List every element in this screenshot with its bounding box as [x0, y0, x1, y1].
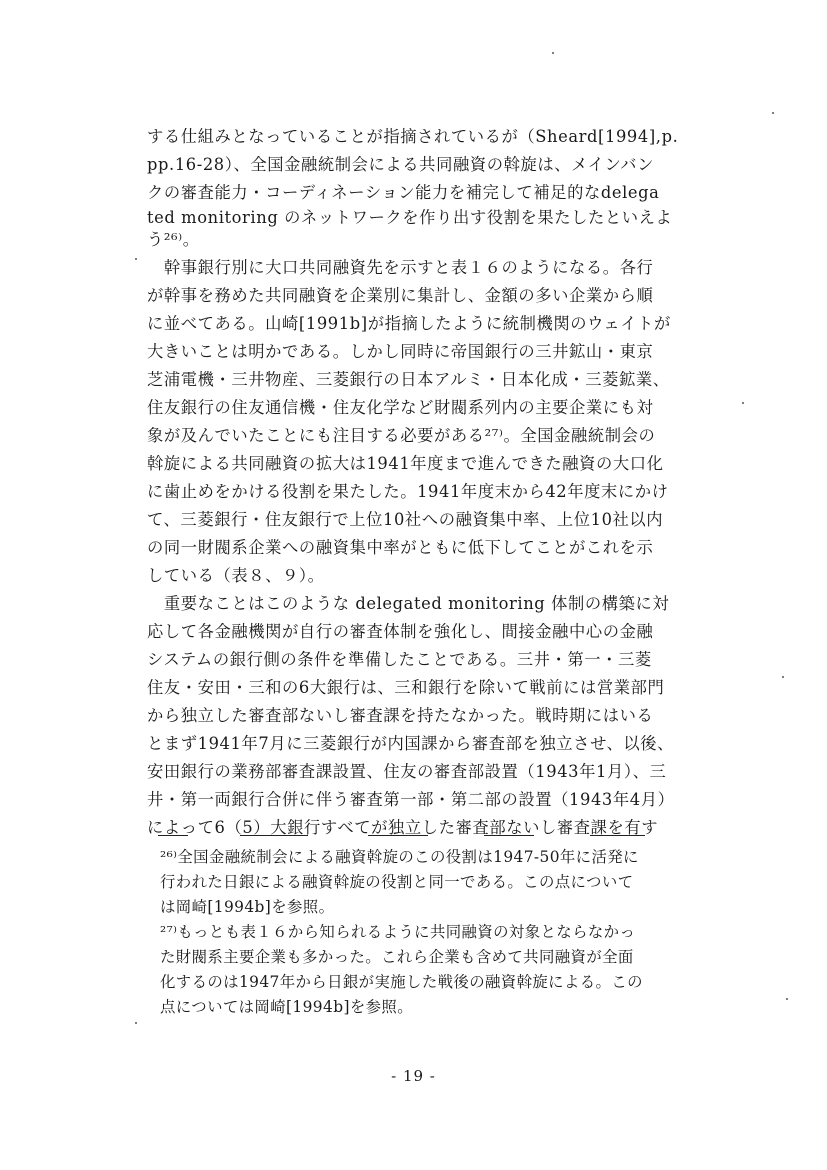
body-line: の同一財閥系企業への融資集中率がともに低下してことがこれを示	[147, 538, 654, 557]
body-line: クの審査能力・コーディネーション能力を補完して補足的なdelega	[147, 183, 660, 202]
body-line: に歯止めをかける役割を果たした。1941年度末から42年度末にかけ	[147, 482, 669, 501]
footnote-line: た財閥系主要企業も多かった。これら企業も含めて共同融資が全面	[160, 948, 634, 966]
body-line: 幹事銀行別に大口共同融資先を示すと表１６のようになる。各行	[147, 258, 654, 277]
body-line: によって6（5）大銀行すべてが独立した審査部ないし審査課を有す	[147, 818, 659, 837]
body-line: 井・第一両銀行合併に伴う審査第一部・第二部の設置（1943年4月）	[147, 790, 675, 809]
body-line: 象が及んでいたことにも注目する必要がある²⁷⁾。全国金融統制会の	[147, 426, 656, 445]
footnote-line: ²⁷⁾もっとも表１６から知られるように共同融資の対象とならなかっ	[160, 923, 636, 941]
body-line: う²⁶⁾。	[147, 230, 200, 249]
body-line: 住友銀行の住友通信機・住友化学など財閥系列内の主要企業にも対	[147, 398, 654, 417]
body-line: が幹事を務めた共同融資を企業別に集計し、金額の多い企業から順	[147, 286, 654, 305]
body-line: する仕組みとなっていることが指摘されているが（Sheard[1994],p.	[147, 127, 679, 146]
footnote-line: ²⁶⁾全国金融統制会による融資斡旋のこの役割は1947-50年に活発に	[160, 848, 639, 866]
footnote-line: 化するのは1947年から日銀が実施した戦後の融資斡旋による。この	[160, 973, 643, 991]
body-line: て、三菱銀行・住友銀行で上位10社への融資集中率、上位10社以内	[147, 510, 664, 529]
body-line: 芝浦電機・三井物産、三菱銀行の日本アルミ・日本化成・三菱鉱業、	[147, 370, 670, 389]
body-line: とまず1941年7月に三菱銀行が内国課から審査部を独立させ、以後、	[147, 734, 674, 753]
body-line: している（表８、９）。	[147, 566, 325, 585]
footnote-line: 行われた日銀による融資斡旋の役割と同一である。この点について	[160, 873, 634, 891]
body-line: pp.16-28）、全国金融統制会による共同融資の斡旋は、メインバン	[147, 155, 655, 174]
body-line: 重要なことはこのような delegated monitoring 体制の構築に対	[147, 594, 670, 613]
footnote-line: は岡崎[1994b]を参照。	[160, 898, 335, 916]
body-line: 斡旋による共同融資の拡大は1941年度まで進んできた融資の大口化	[147, 454, 664, 473]
body-line: 住友・安田・三和の6大銀行は、三和銀行を除いて戦前には営業部門	[147, 678, 665, 697]
body-line: に並べてある。山崎[1991b]が指摘したように統制機関のウェイトが	[147, 314, 671, 333]
footnote-line: 点については岡崎[1994b]を参照。	[160, 998, 414, 1016]
body-line: 大きいことは明かである。しかし同時に帝国銀行の三井鉱山・東京	[147, 342, 654, 361]
body-line: ted monitoring のネットワークを作り出す役割を果たしたといえよ	[147, 208, 673, 227]
body-line: 安田銀行の業務部審査課設置、住友の審査部設置（1943年1月）、三	[147, 762, 667, 781]
page-number: - 19 -	[391, 1067, 436, 1085]
body-line: から独立した審査部ないし審査課を持たなかった。戦時期にはいる	[147, 706, 654, 725]
body-line: システムの銀行側の条件を準備したことである。三井・第一・三菱	[147, 650, 652, 669]
body-line: 応して各金融機関が自行の審査体制を強化し、間接金融中心の金融	[147, 622, 654, 641]
